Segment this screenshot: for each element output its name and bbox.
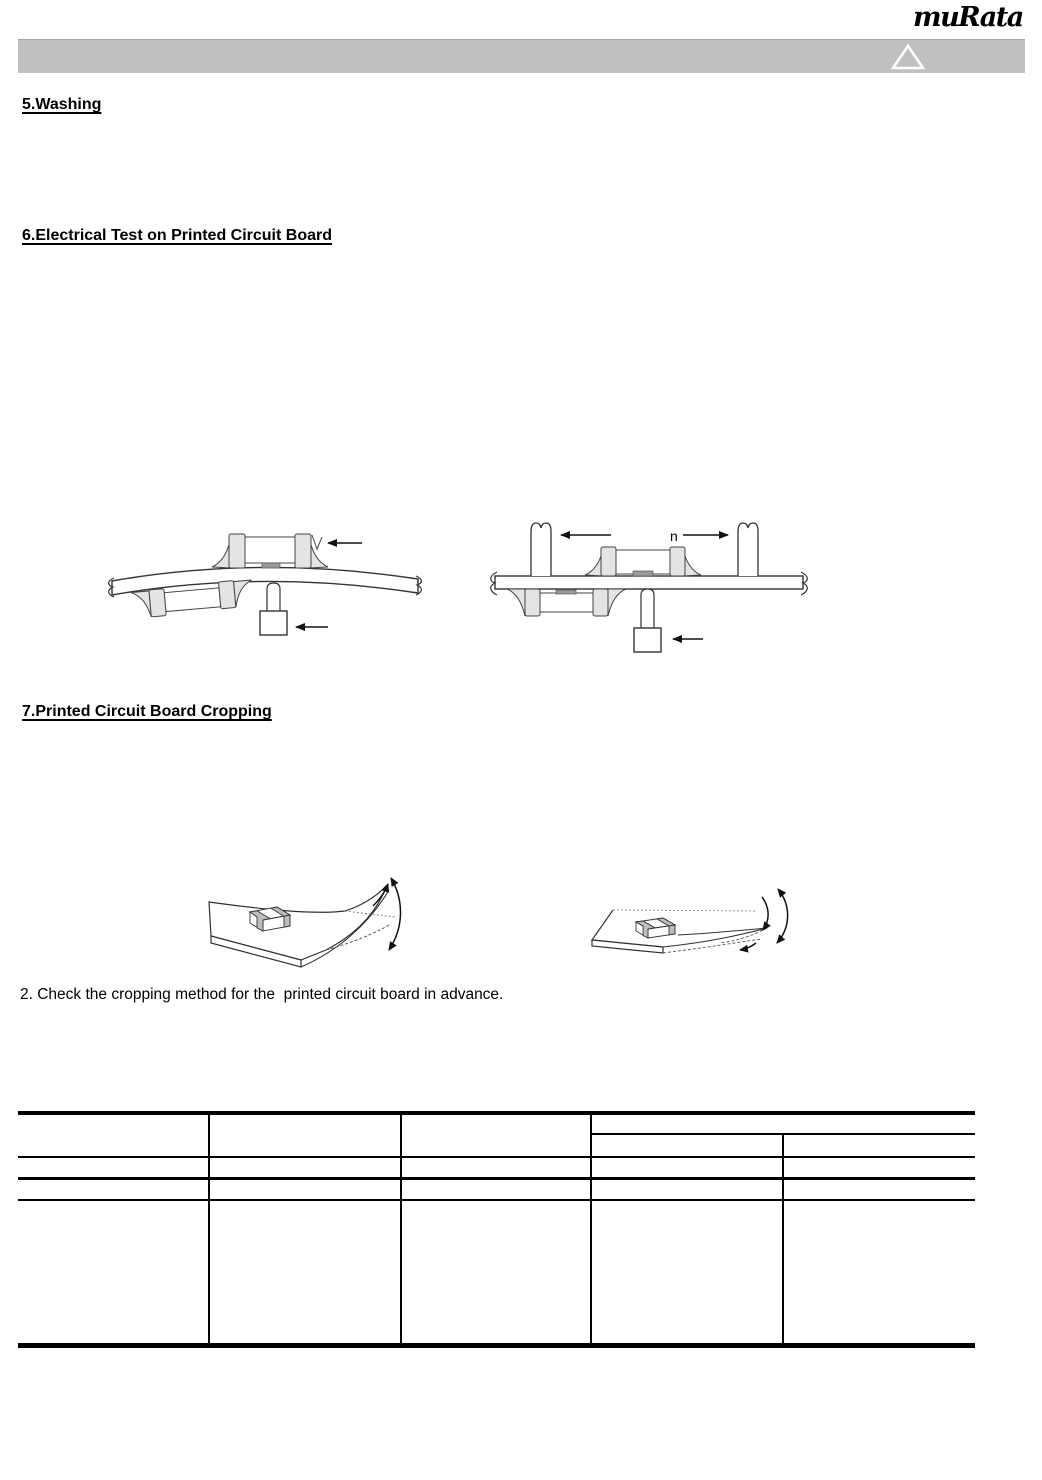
table-row-line <box>18 1199 975 1201</box>
solder-pad <box>633 571 653 576</box>
table-column-line <box>208 1115 210 1343</box>
table-column-line <box>590 1115 592 1343</box>
diagram-electrical-test-supported-board <box>485 505 815 660</box>
support-pin-left <box>531 523 551 576</box>
warning-triangle-icon <box>890 44 926 70</box>
support-pin-label: n <box>670 528 678 544</box>
test-probe-pin <box>260 583 287 635</box>
solder-pad <box>262 563 280 568</box>
twist-arrow-large <box>777 889 788 943</box>
table-row-line <box>18 1177 975 1180</box>
table-top-border <box>18 1111 975 1115</box>
diagram-cropping-twist <box>560 885 800 970</box>
chip-component-top <box>585 547 701 576</box>
diagram-electrical-test-bent-board <box>100 505 430 655</box>
table-column-line <box>782 1133 784 1343</box>
pcb-top-face <box>592 910 767 947</box>
heading-washing: 5.Washing <box>22 96 102 113</box>
murata-logo: muRata <box>913 2 1023 33</box>
diagram-cropping-bend <box>205 872 405 977</box>
support-pin-right <box>738 523 758 576</box>
caution-banner <box>18 39 1025 73</box>
table-row-line <box>18 1156 975 1158</box>
bend-arrow-large <box>389 878 401 950</box>
pcb-board-flat <box>495 576 803 589</box>
solder-pad <box>556 590 576 594</box>
twist-arrow-small <box>740 943 756 950</box>
solder-crack-mark <box>312 535 322 549</box>
test-probe-pin <box>634 589 661 652</box>
pcb-cropping-table <box>18 1111 975 1348</box>
table-column-line <box>400 1115 402 1343</box>
table-bottom-border <box>18 1343 975 1348</box>
chip-component-bottom <box>507 589 626 616</box>
heading-pcb-cropping: 7.Printed Circuit Board Cropping <box>22 703 272 720</box>
cropping-note: 2. Check the cropping method for the printed circuit board in advance. <box>20 986 504 1003</box>
heading-electrical-test: 6.Electrical Test on Printed Circuit Board <box>22 227 332 244</box>
chip-component-top <box>212 534 328 568</box>
